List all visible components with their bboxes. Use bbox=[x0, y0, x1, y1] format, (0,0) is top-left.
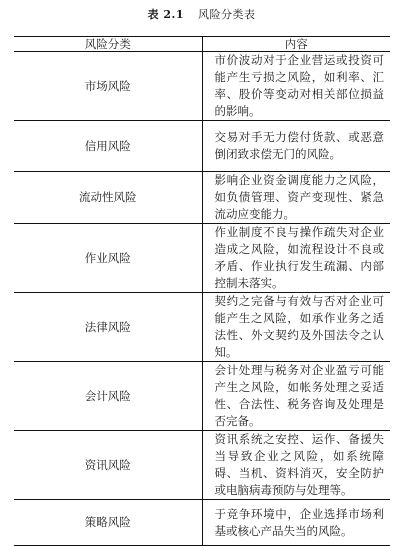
caption-number: 表 2.1 bbox=[147, 8, 184, 21]
table-row bbox=[14, 431, 390, 500]
risk-category-cell: 资讯风险 bbox=[14, 431, 202, 500]
table-row bbox=[14, 500, 390, 546]
risk-category-cell: 市场风险 bbox=[14, 52, 202, 121]
risk-category-cell: 信用风险 bbox=[14, 121, 202, 172]
caption-title: 风险分类表 bbox=[197, 8, 256, 21]
table-row bbox=[14, 121, 390, 172]
risk-category-cell: 策略风险 bbox=[14, 500, 202, 546]
risk-content-cell: 影响企业资金调度能力之风险，如负债管理、资产变现性、紧急流动应变能力。 bbox=[202, 172, 390, 224]
risk-category-cell: 流动性风险 bbox=[14, 172, 202, 224]
risk-category-cell: 法律风险 bbox=[14, 293, 202, 362]
table-row bbox=[14, 362, 390, 431]
risk-content-cell: 契约之完备与有效与否对企业可能产生之风险，如承作业务之适法性、外文契约及外国法令之认知。 bbox=[202, 293, 390, 362]
risk-content-cell: 于竞争环境中，企业选择市场利基或核心产品失当的风险。 bbox=[202, 500, 390, 546]
risk-content-cell: 交易对手无力偿付货款、或恶意倒闭致求偿无门的风险。 bbox=[202, 121, 390, 172]
header-content: 内容 bbox=[202, 37, 390, 52]
header-risk-category: 风险分类 bbox=[14, 37, 202, 52]
risk-content-cell: 资讯系统之安控、运作、备援失当导致企业之风险，如系统障碍、当机、资料消灭，安全防护或电脑病毒预防与处理等。 bbox=[202, 431, 390, 500]
risk-content-cell: 市价波动对于企业营运或投资可能产生亏损之风险，如利率、汇率、股价等变动对相关部位损益的影响。 bbox=[202, 52, 390, 121]
risk-classification-table bbox=[14, 36, 390, 546]
risk-content-cell: 会计处理与税务对企业盈亏可能产生之风险，如帐务处理之妥适性、合法性、税务咨询及处理是否完备。 bbox=[202, 362, 390, 431]
table-caption bbox=[0, 6, 403, 22]
table-row bbox=[14, 172, 390, 224]
table-row bbox=[14, 224, 390, 293]
risk-category-cell: 作业风险 bbox=[14, 224, 202, 293]
table-header-row bbox=[14, 37, 390, 52]
table-row bbox=[14, 52, 390, 121]
risk-content-cell: 作业制度不良与操作疏失对企业造成之风险，如流程设计不良或矛盾、作业执行发生疏漏、内部控制未落实。 bbox=[202, 224, 390, 293]
risk-category-cell: 会计风险 bbox=[14, 362, 202, 431]
table-row bbox=[14, 293, 390, 362]
